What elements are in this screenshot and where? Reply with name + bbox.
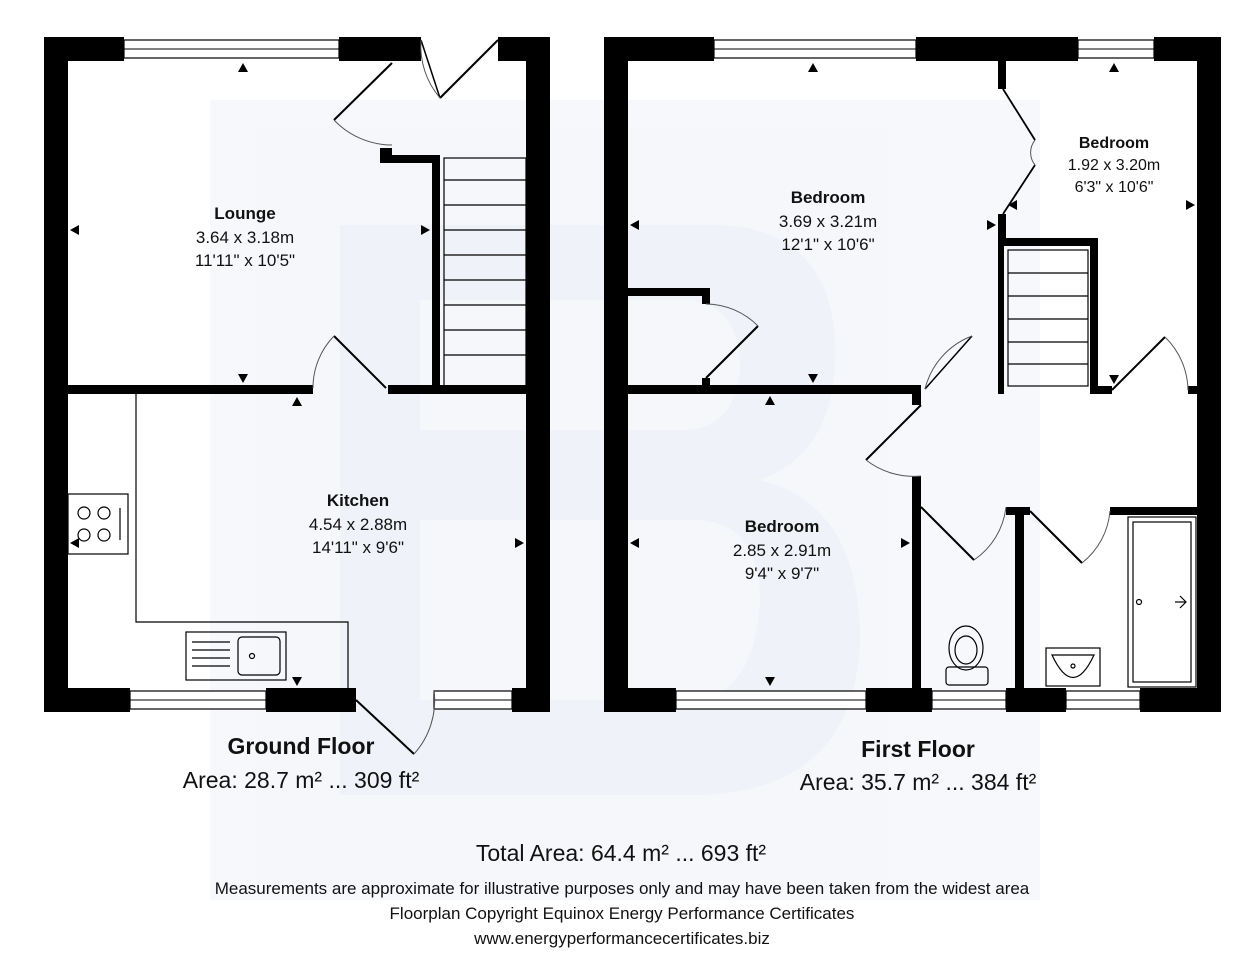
door (1030, 511, 1110, 563)
website: www.energyperformancecertificates.biz (474, 929, 770, 948)
room-imperial-bedroom-third: 9'4" x 9'7" (744, 564, 820, 583)
room-name-kitchen: Kitchen (326, 491, 390, 510)
first-floor-area: Area: 35.7 m² ... 384 ft² (799, 769, 1037, 795)
room-metric-bedroom-main: 3.69 x 3.21m (778, 212, 878, 231)
ground-floor-title: Ground Floor (227, 733, 375, 759)
basin (1046, 648, 1100, 686)
room-name-bedroom-small: Bedroom (1078, 135, 1150, 152)
first-floor-title: First Floor (861, 736, 975, 762)
ground-floor-area: Area: 28.7 m² ... 309 ft² (182, 767, 420, 793)
room-imperial-kitchen: 14'11" x 9'6" (312, 538, 404, 557)
door (421, 40, 498, 98)
room-name-bedroom-main: Bedroom (790, 188, 866, 207)
copyright: Floorplan Copyright Equinox Energy Performance Certificates (389, 904, 855, 923)
room-name-bedroom-third: Bedroom (744, 517, 820, 536)
shower (1128, 517, 1196, 687)
disclaimer: Measurements are approximate for illustrative purposes only and may have been taken from the widest area (214, 879, 1030, 898)
room-metric-lounge: 3.64 x 3.18m (195, 228, 295, 247)
total-area: Total Area: 64.4 m² ... 693 ft² (475, 840, 767, 866)
room-metric-kitchen: 4.54 x 2.88m (308, 515, 408, 534)
room-imperial-bedroom-main: 12'1" x 10'6" (781, 235, 875, 254)
door (1112, 337, 1188, 390)
room-metric-bedroom-small: 1.92 x 3.20m (1067, 157, 1161, 174)
room-imperial-lounge: 11'11" x 10'5" (194, 251, 296, 270)
room-imperial-bedroom-small: 6'3" x 10'6" (1074, 179, 1154, 196)
room-name-lounge: Lounge (214, 204, 276, 223)
room-metric-bedroom-third: 2.85 x 2.91m (732, 541, 832, 560)
